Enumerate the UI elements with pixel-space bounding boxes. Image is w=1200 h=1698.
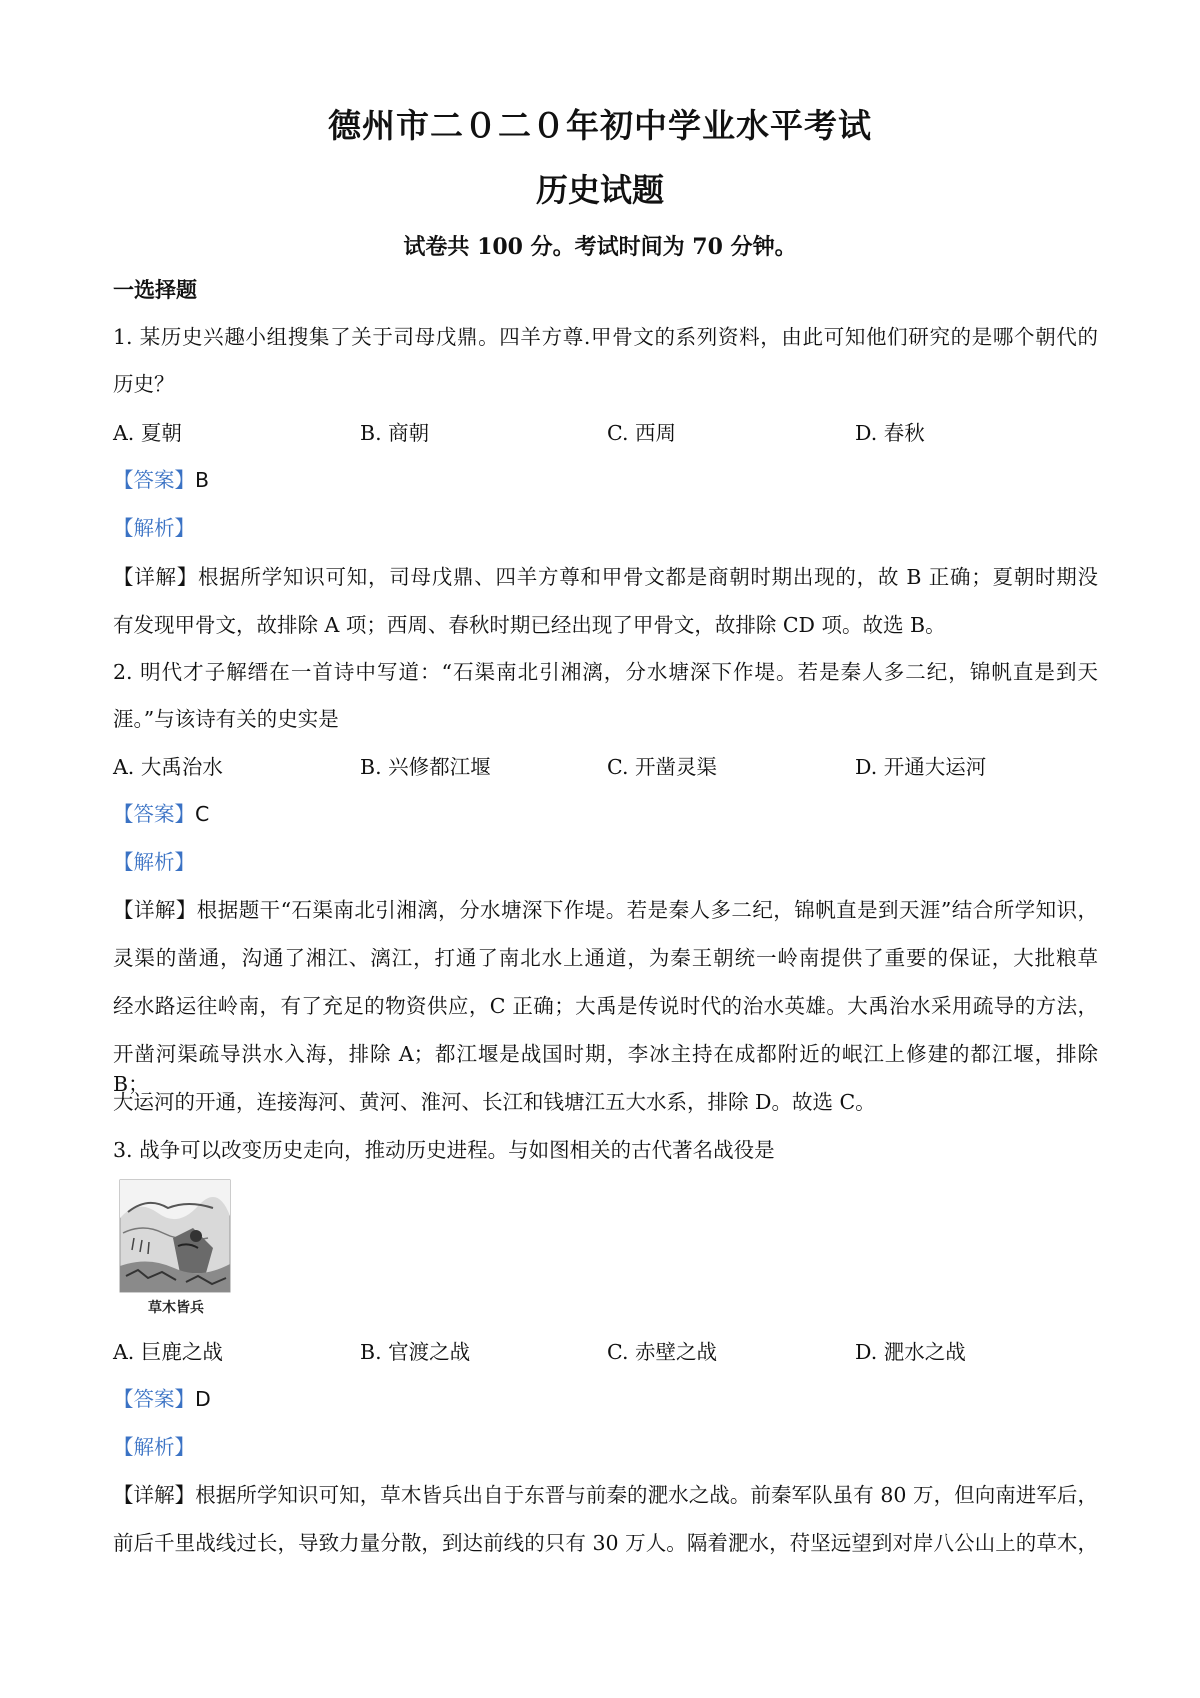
q2-detail-line-1 [113,895,1098,925]
answer-tag: 【答案】 [113,468,195,492]
exam-subtitle: 历史试题 [535,171,664,209]
q1-answer [113,465,209,495]
detail-text: 根据所学知识可知，草木皆兵出自于东晋与前秦的淝水之战。前秦军队虽有 80 万，但向南进军后， [195,1483,1098,1507]
detail-tag: 【详解】 [113,565,198,589]
q2-detail-line-5: 大运河的开通，连接海河、黄河、淮河、长江和钱塘江五大水系，排除 D。故选 C。 [113,1090,876,1114]
q2-option-d: D. 开通大运河 [855,755,987,779]
q1-option-c: C. 西周 [607,421,676,445]
section-title: 一选择题 [113,277,197,302]
q3-option-c: C. 赤壁之战 [607,1340,717,1364]
q3-detail-line-2: 前后千里战线过长，导致力量分散，到达前线的只有 30 万人。隔着淝水，苻坚远望到对岸八公山上的草木， [113,1531,1098,1555]
answer-value: B [195,468,210,492]
q3-option-b: B. 官渡之战 [360,1340,471,1364]
q2-detail-line-3: 经水路运往岭南，有了充足的物资供应，C 正确；大禹是传说时代的治水英雄。大禹治水采用疏导的方法， [113,994,1098,1018]
q2-stem-line-1: 2. 明代才子解缙在一首诗中写道：“石渠南北引湘漓，分水塘深下作堤。若是秦人多二纪，锦帆直是到天 [113,660,1098,684]
q3-answer [113,1384,211,1414]
q2-option-c: C. 开凿灵渠 [607,755,717,779]
q1-detail-line-1 [113,562,1098,592]
q2-option-b: B. 兴修都江堰 [360,755,491,779]
q3-analysis-tag: 【解析】 [113,1435,195,1459]
q2-answer [113,799,209,829]
q1-option-d: D. 春秋 [855,421,925,445]
detail-text: 根据所学知识可知，司母戊鼎、四羊方尊和甲骨文都是商朝时期出现的，故 B 正确；夏朝时期没 [198,565,1098,589]
answer-value: C [195,802,210,826]
q1-analysis-tag: 【解析】 [113,516,195,540]
answer-tag: 【答案】 [113,1387,195,1411]
exam-info: 试卷共 100 分。考试时间为 70 分钟。 [403,234,797,260]
q1-option-b: B. 商朝 [360,421,430,445]
q3-figure [118,1178,234,1318]
ink-painting-image [118,1178,234,1318]
q3-option-a: A. 巨鹿之战 [113,1340,223,1364]
q3-detail-line-1 [113,1480,1098,1510]
q1-stem-line-1: 1. 某历史兴趣小组搜集了关于司母戊鼎。四羊方尊.甲骨文的系列资料，由此可知他们研究的是哪个朝代的 [113,325,1098,349]
q3-stem-line-1: 3. 战争可以改变历史走向，推动历史进程。与如图相关的古代著名战役是 [113,1138,775,1162]
q2-detail-line-2: 灵渠的凿通，沟通了湘江、漓江，打通了南北水上通道，为秦王朝统一岭南提供了重要的保证，大批粮草 [113,946,1098,970]
answer-tag: 【答案】 [113,802,195,826]
q2-stem-line-2: 涯。”与该诗有关的史实是 [113,707,339,731]
detail-tag: 【详解】 [113,898,197,922]
detail-text: 根据题干“石渠南北引湘漓，分水塘深下作堤。若是秦人多二纪，锦帆直是到天涯”结合所学知识， [196,898,1098,922]
figure-caption: 草木皆兵 [148,1300,204,1316]
q1-detail-line-2: 有发现甲骨文，故排除 A 项；西周、春秋时期已经出现了甲骨文，故排除 CD 项。故选 B。 [113,613,946,637]
q2-detail-line-4: 开凿河渠疏导洪水入海，排除 A；都江堰是战国时期，李冰主持在成都附近的岷江上修建的都江堰，排除 B； [113,1042,1098,1096]
q2-analysis-tag: 【解析】 [113,850,195,874]
q1-stem-line-2: 历史？ [113,372,175,396]
detail-tag: 【详解】 [113,1483,196,1507]
q1-option-a: A. 夏朝 [113,421,182,445]
q2-option-a: A. 大禹治水 [113,755,223,779]
q3-option-d: D. 淝水之战 [855,1340,966,1364]
exam-title: 德州市二０二０年初中学业水平考试 [328,106,872,145]
answer-value: D [195,1387,211,1411]
